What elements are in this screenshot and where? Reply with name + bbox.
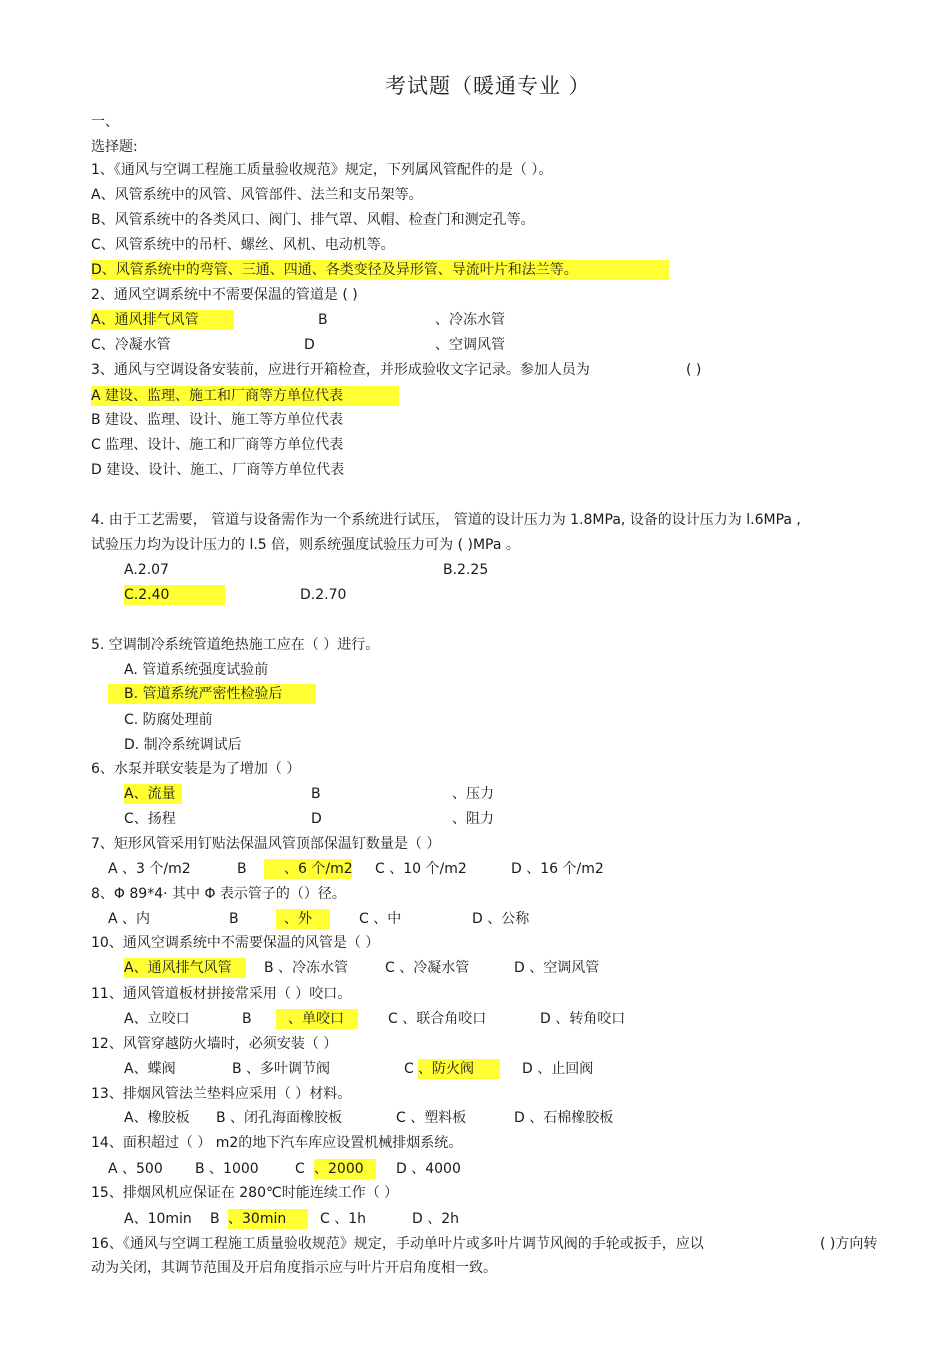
q15-option-c: C 、1h [320, 1211, 367, 1227]
q3-paren: ( ) [686, 362, 702, 378]
section-number: 一、 [91, 114, 119, 130]
q16-stem-line1: 16、《通风与空调工程施工质量验收规范》规定，手动单叶片或多叶片调节风阀的手轮或扳手，应以 [91, 1236, 704, 1252]
q7-option-d: D 、16 个/m2 [511, 861, 604, 877]
q4-option-b: B.2.25 [443, 562, 489, 578]
q4-stem-line1: 4. 由于工艺需要， 管道与设备需作为一个系统进行试压， 管道的设计压力为 1.8MPa, 设备的设计压力为 l.6MPa , [91, 512, 801, 528]
q2-stem: 2、通风空调系统中不需要保温的管道是 ( ) [91, 287, 358, 303]
q3-option-d: D 建设、设计、施工、厂商等方单位代表 [91, 462, 345, 478]
q4-option-d: D.2.70 [300, 587, 347, 603]
q1-option-c: C、风管系统中的吊杆、螺丝、风机、电动机等。 [91, 237, 395, 253]
q11-option-d: D 、转角咬口 [540, 1011, 626, 1027]
q15-stem: 15、排烟风机应保证在 280℃时能连续工作（ ） [91, 1185, 399, 1201]
q11-option-b-answer: 、单咬口 [276, 1009, 358, 1029]
q11-stem: 11、通风管道板材拼接常采用（ ）咬口。 [91, 986, 352, 1002]
q3-option-a-answer: A 建设、监理、施工和厂商等方单位代表 [91, 386, 399, 406]
q5-option-d: D. 制冷系统调试后 [124, 737, 242, 753]
q6-option-d-letter: D [311, 811, 322, 827]
q7-option-c: C 、10 个/m2 [375, 861, 467, 877]
q13-option-a: A、橡胶板 [124, 1110, 190, 1126]
q14-option-a: A 、500 [108, 1161, 163, 1177]
q4-stem-line2: 试验压力均为设计压力的 l.5 倍，则系统强度试验压力可为 ( )MPa 。 [91, 537, 520, 553]
q10-option-c: C 、冷凝水管 [385, 960, 470, 976]
page-title: 考试题（暖通专业 ） [385, 74, 591, 98]
q2-option-b-text: 、冷冻水管 [435, 312, 505, 328]
q10-option-b: B 、冷冻水管 [264, 960, 349, 976]
q6-option-b-letter: B [311, 786, 321, 802]
q10-stem: 10、通风空调系统中不需要保温的风管是（ ） [91, 935, 380, 951]
q3-stem: 3、通风与空调设备安装前，应进行开箱检查，并形成验收文字记录。参加人员为 [91, 362, 590, 378]
q10-option-a-answer: A、通风排气风管 [124, 958, 246, 978]
q8-option-a: A 、内 [108, 911, 151, 927]
q8-option-c: C 、中 [359, 911, 402, 927]
q12-option-c-answer: 、防火阀 [418, 1059, 500, 1079]
q14-option-d: D 、4000 [396, 1161, 461, 1177]
q14-stem: 14、面积超过（ ） m2的地下汽车库应设置机械排烟系统。 [91, 1135, 463, 1151]
q7-option-b-answer: 、6 个/m2 [264, 859, 352, 879]
q6-option-c: C、扬程 [124, 811, 176, 827]
q3-option-b: B 建设、监理、设计、施工等方单位代表 [91, 412, 344, 428]
q16-paren: ( )方向转 [820, 1236, 878, 1252]
q7-stem: 7、矩形风管采用钉贴法保温风管顶部保温钉数量是（ ） [91, 836, 441, 852]
q8-option-d: D 、公称 [472, 911, 530, 927]
q13-option-d: D 、石棉橡胶板 [514, 1110, 614, 1126]
q12-option-b: B 、多叶调节阀 [232, 1061, 331, 1077]
q6-option-a-answer: A、流量 [124, 784, 182, 804]
q2-option-b-letter: B [318, 312, 328, 328]
q13-stem: 13、排烟风管法兰垫料应采用（ ）材料。 [91, 1086, 352, 1102]
q15-option-b-letter: B [210, 1211, 220, 1227]
q11-option-c: C 、联合角咬口 [388, 1011, 487, 1027]
q5-option-b-answer: B. 管道系统严密性检验后 [108, 684, 316, 704]
q1-option-d-answer: D、风管系统中的弯管、三通、四通、各类变径及异形管、导流叶片和法兰等。 [91, 260, 669, 280]
q5-option-a: A. 管道系统强度试验前 [124, 662, 269, 678]
q15-option-b-answer: 、30min [228, 1209, 308, 1229]
q13-option-c: C 、塑料板 [396, 1110, 467, 1126]
q12-option-a: A、蝶阀 [124, 1061, 176, 1077]
q14-option-b: B 、1000 [195, 1161, 259, 1177]
q12-option-c-letter: C [404, 1061, 414, 1077]
q11-option-a: A、立咬口 [124, 1011, 190, 1027]
q6-stem: 6、水泵并联安装是为了增加（ ） [91, 761, 301, 777]
q4-option-a: A.2.07 [124, 562, 169, 578]
q14-option-c-answer: 、2000 [314, 1159, 376, 1179]
q13-option-b: B 、闭孔海面橡胶板 [216, 1110, 343, 1126]
q2-option-c: C、冷凝水管 [91, 337, 171, 353]
q12-stem: 12、风管穿越防火墙时，必须安装（ ） [91, 1036, 338, 1052]
q1-stem: 1、《通风与空调工程施工质量验收规范》规定，下列属风管配件的是（ ）。 [91, 162, 553, 178]
q14-option-c-letter: C [295, 1161, 305, 1177]
q8-stem: 8、Φ 89*4· 其中 Φ 表示管子的（）径。 [91, 886, 346, 902]
q2-option-d-letter: D [304, 337, 315, 353]
q2-option-d-text: 、空调风管 [435, 337, 505, 353]
q15-option-a: A、10min [124, 1211, 192, 1227]
q11-option-b-letter: B [242, 1011, 252, 1027]
q3-option-c: C 监理、设计、施工和厂商等方单位代表 [91, 437, 344, 453]
q5-option-c: C. 防腐处理前 [124, 712, 213, 728]
q7-option-b-letter: B [237, 861, 247, 877]
q1-option-b: B、风管系统中的各类风口、阀门、排气罩、风帽、检查门和测定孔等。 [91, 212, 535, 228]
q7-option-a: A 、3 个/m2 [108, 861, 191, 877]
q1-option-a: A、风管系统中的风管、风管部件、法兰和支吊架等。 [91, 187, 423, 203]
q2-option-a-answer: A、通风排气风管 [91, 310, 234, 330]
q10-option-d: D 、空调风管 [514, 960, 600, 976]
q16-stem-line2: 动为关闭，其调节范围及开启角度指示应与叶片开启角度相一致。 [91, 1260, 497, 1276]
q12-option-d: D 、止回阀 [522, 1061, 594, 1077]
q15-option-d: D 、2h [412, 1211, 460, 1227]
q6-option-b-text: 、压力 [452, 786, 494, 802]
q8-option-b-letter: B [229, 911, 239, 927]
section-label: 选择题: [91, 139, 138, 155]
q5-stem: 5. 空调制冷系统管道绝热施工应在（ ）进行。 [91, 637, 380, 653]
q4-option-c-answer: C.2.40 [124, 585, 225, 605]
q6-option-d-text: 、阻力 [452, 811, 494, 827]
q8-option-b-answer: 、外 [276, 909, 330, 929]
